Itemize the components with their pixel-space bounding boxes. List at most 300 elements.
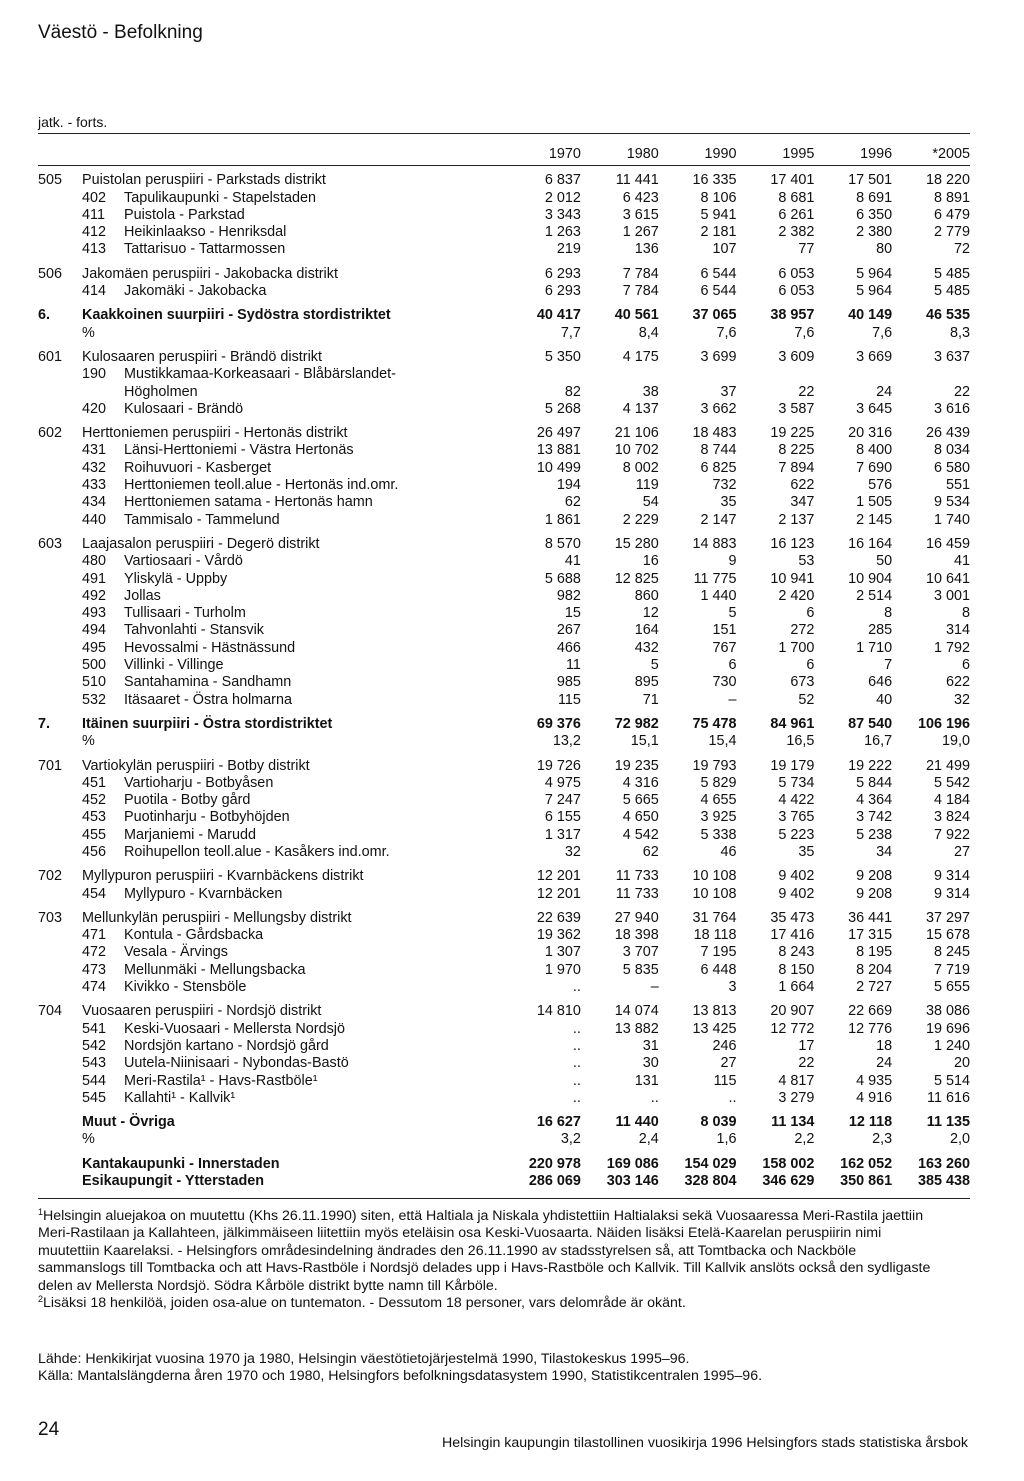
cell-value: 2,4 xyxy=(638,1131,659,1148)
row-code xyxy=(38,325,82,342)
cell-value: 5 655 xyxy=(933,979,970,996)
table-row xyxy=(38,224,970,241)
cell-value: 6 xyxy=(806,605,815,622)
cell-value: 3 699 xyxy=(700,348,737,365)
cell-value xyxy=(737,366,815,383)
row-name-text: Högholmen xyxy=(124,383,198,400)
row-name xyxy=(82,944,503,961)
table-row xyxy=(38,300,970,324)
row-name: % xyxy=(82,733,95,750)
row-code: 704 xyxy=(38,1003,63,1020)
row-name xyxy=(82,844,503,861)
row-code: 506 xyxy=(38,265,63,282)
row-code xyxy=(38,640,82,657)
row-name: Kulosaaren peruspiiri - Brändö distrikt xyxy=(82,348,322,365)
row-code: 544 xyxy=(82,1072,107,1089)
cell-value: 12 772 xyxy=(770,1020,815,1037)
cell-value: 11 440 xyxy=(615,1114,659,1131)
cell-value: 162 052 xyxy=(840,1155,893,1172)
cell-value: 164 xyxy=(634,622,659,639)
cell-value: 12 201 xyxy=(536,885,581,902)
column-header: 1970 xyxy=(548,146,581,162)
cell-value: 20 316 xyxy=(848,425,893,442)
row-code xyxy=(38,571,82,588)
row-code xyxy=(38,962,82,979)
cell-value: 3,2 xyxy=(560,1131,581,1148)
row-name-text: Puotinharju - Botbyhöjden xyxy=(124,809,290,826)
table-row xyxy=(38,418,970,442)
cell-value: 220 978 xyxy=(528,1155,581,1172)
row-code: 471 xyxy=(82,927,107,944)
table-row xyxy=(38,1073,970,1090)
table-row xyxy=(38,962,970,979)
row-name xyxy=(82,792,503,809)
cell-value: 1 792 xyxy=(933,639,970,656)
row-code xyxy=(38,657,82,674)
cell-value: 15 xyxy=(564,605,581,622)
cell-value: 7 xyxy=(884,657,893,674)
row-code xyxy=(38,1107,82,1131)
table-row xyxy=(38,844,970,861)
cell-value: 12 201 xyxy=(536,868,581,885)
cell-value: 7,6 xyxy=(872,324,893,341)
cell-value: 17 416 xyxy=(770,927,815,944)
cell-value: 107 xyxy=(712,241,737,258)
source-note xyxy=(38,1351,978,1386)
cell-value: 8 xyxy=(961,605,970,622)
table-row xyxy=(38,1021,970,1038)
table-row xyxy=(38,605,970,622)
cell-value xyxy=(581,366,659,383)
table-row xyxy=(38,512,970,529)
row-name-text: Roihupellon teoll.alue - Kasåkers ind.omr. xyxy=(124,843,390,860)
row-code: 602 xyxy=(38,425,63,442)
table-row xyxy=(38,477,970,494)
table-row xyxy=(38,674,970,691)
cell-value: 77 xyxy=(798,241,815,258)
row-code: 440 xyxy=(82,511,107,528)
cell-value: 18 483 xyxy=(692,425,737,442)
table-row xyxy=(38,588,970,605)
row-code: 433 xyxy=(82,477,107,494)
row-code xyxy=(38,366,82,383)
cell-value: 285 xyxy=(868,622,893,639)
cell-value: 22 xyxy=(798,1055,815,1072)
cell-value: 11 775 xyxy=(693,570,737,587)
cell-value: 50 xyxy=(876,553,893,570)
cell-value: 26 497 xyxy=(536,425,581,442)
cell-value: 11 134 xyxy=(771,1114,815,1131)
row-code: 532 xyxy=(82,691,107,708)
cell-value: 53 xyxy=(798,553,815,570)
row-name xyxy=(82,605,503,622)
cell-value: 13 813 xyxy=(692,1003,737,1020)
cell-value: 622 xyxy=(945,674,970,691)
cell-value: 8,4 xyxy=(638,324,659,341)
cell-value: 622 xyxy=(790,477,815,494)
table-row xyxy=(38,172,970,189)
cell-value: 2 420 xyxy=(778,587,815,604)
cell-value: 17 315 xyxy=(848,927,893,944)
row-name xyxy=(82,657,503,674)
table-row xyxy=(38,283,970,300)
table-row xyxy=(38,553,970,570)
cell-value: 106 196 xyxy=(917,715,970,732)
row-code: 491 xyxy=(82,570,107,587)
cell-value: 219 xyxy=(556,241,581,258)
cell-value: 5 941 xyxy=(700,206,737,223)
cell-value: 8 150 xyxy=(778,961,815,978)
cell-value: 6 350 xyxy=(856,206,893,223)
cell-value: 7,6 xyxy=(794,324,815,341)
cell-value: 8 570 xyxy=(544,535,581,552)
row-name-text: Myllypuro - Kvarnbäcken xyxy=(124,885,283,902)
cell-value: 6 155 xyxy=(544,809,581,826)
cell-value: 19,0 xyxy=(941,733,970,750)
cell-value: 7,6 xyxy=(716,324,737,341)
row-code xyxy=(38,809,82,826)
row-code xyxy=(38,512,82,529)
cell-value: .. xyxy=(572,1072,581,1089)
cell-value: 8 195 xyxy=(856,944,893,961)
cell-value: 1 267 xyxy=(622,224,659,241)
row-name-text: Jakomäki - Jakobacka xyxy=(124,283,267,300)
table-row xyxy=(38,927,970,944)
row-name xyxy=(82,442,503,459)
cell-value: 72 982 xyxy=(614,715,659,732)
cell-value: 26 439 xyxy=(925,425,970,442)
cell-value: 62 xyxy=(642,843,659,860)
row-name xyxy=(82,384,503,401)
cell-value: .. xyxy=(572,1037,581,1054)
cell-value: 7 894 xyxy=(778,459,815,476)
row-code xyxy=(38,792,82,809)
cell-value: 24 xyxy=(876,383,893,400)
row-code xyxy=(38,241,82,258)
cell-value: 2 382 xyxy=(778,224,815,241)
row-code xyxy=(38,1131,82,1148)
cell-value: 14 810 xyxy=(536,1003,581,1020)
cell-value: 1 710 xyxy=(856,639,893,656)
table-row xyxy=(38,190,970,207)
row-name-text: Kontula - Gårdsbacka xyxy=(124,927,264,944)
cell-value: 6 293 xyxy=(544,265,581,282)
row-code: 493 xyxy=(82,605,107,622)
footnote-mark: 2 xyxy=(38,1294,44,1305)
cell-value: 5 223 xyxy=(778,826,815,843)
cell-value: 12 118 xyxy=(848,1114,893,1131)
cell-value: 6 423 xyxy=(622,189,659,206)
cell-value: 11 135 xyxy=(926,1114,970,1131)
column-header: 1995 xyxy=(782,146,815,162)
cell-value: 2,0 xyxy=(949,1131,970,1148)
row-name-text: Mellunmäki - Mellungsbacka xyxy=(124,961,306,978)
row-code: 434 xyxy=(82,494,107,511)
page-number: 24 xyxy=(38,1419,60,1440)
cell-value: 10 641 xyxy=(925,570,970,587)
cell-value: 3 645 xyxy=(856,400,893,417)
cell-value: 16 xyxy=(642,553,659,570)
table-row xyxy=(38,1090,970,1107)
row-name xyxy=(82,460,503,477)
cell-value: 432 xyxy=(634,639,659,656)
row-code xyxy=(38,553,82,570)
cell-value: 730 xyxy=(712,674,737,691)
cell-value: 31 xyxy=(642,1037,659,1054)
cell-value: 314 xyxy=(945,622,970,639)
row-name xyxy=(82,401,503,418)
row-code: 542 xyxy=(82,1037,107,1054)
row-name: % xyxy=(82,324,95,341)
cell-value: 5 338 xyxy=(700,826,737,843)
row-name-text: Nordsjön kartano - Nordsjö gård xyxy=(124,1037,329,1054)
cell-value: 131 xyxy=(634,1072,659,1089)
cell-value: .. xyxy=(728,1089,737,1106)
top-rule xyxy=(38,133,970,134)
continued-label: jatk. - forts. xyxy=(38,114,108,130)
row-code xyxy=(38,844,82,861)
header-rule xyxy=(38,165,970,166)
cell-value: 267 xyxy=(556,622,581,639)
row-code: 474 xyxy=(82,979,107,996)
cell-value: – xyxy=(728,691,737,708)
row-code xyxy=(38,401,82,418)
row-code: 453 xyxy=(82,809,107,826)
row-code: 452 xyxy=(82,792,107,809)
table-row xyxy=(38,366,970,383)
row-name-text: Tattarisuo - Tattarmossen xyxy=(124,241,286,258)
row-name-text: Keski-Vuosaari - Mellersta Nordsjö xyxy=(124,1020,345,1037)
cell-value xyxy=(659,366,737,383)
cell-value: 8 891 xyxy=(933,189,970,206)
cell-value: 15,4 xyxy=(708,733,737,750)
footnote-text: Lisäksi 18 henkilöä, joiden osa-alue on tuntematon. - Dessutom 18 personer, vars delområde är okänt. xyxy=(43,1295,686,1312)
cell-value: 13 881 xyxy=(536,442,581,459)
row-name: Mellunkylän peruspiiri - Mellungsby distrikt xyxy=(82,909,352,926)
cell-value: 7 784 xyxy=(622,283,659,300)
cell-value: 767 xyxy=(712,639,737,656)
row-name-text: Kallahti¹ - Kallvik¹ xyxy=(124,1089,236,1106)
cell-value: 15 678 xyxy=(925,927,970,944)
column-header: *2005 xyxy=(932,146,970,162)
cell-value: 82 xyxy=(564,383,581,400)
cell-value: 37 xyxy=(720,383,737,400)
cell-value: 11 733 xyxy=(615,868,659,885)
row-code xyxy=(38,944,82,961)
cell-value: 10 108 xyxy=(692,868,737,885)
table-row xyxy=(38,809,970,826)
cell-value: 9 534 xyxy=(933,494,970,511)
cell-value: 3 xyxy=(728,979,737,996)
cell-value: 37 065 xyxy=(692,307,737,324)
cell-value: 8 002 xyxy=(622,459,659,476)
cell-value: 18 398 xyxy=(614,927,659,944)
cell-value: 6 544 xyxy=(700,265,737,282)
row-name-text: Tullisaari - Turholm xyxy=(124,605,246,622)
table-row xyxy=(38,460,970,477)
row-name xyxy=(82,241,503,258)
source-sv: Källa: Mantalslängderna åren 1970 och 1980, Helsingfors befolkningsdatasystem 1990, Statistikcentralen 1995–96. xyxy=(38,1368,763,1385)
cell-value: .. xyxy=(572,979,581,996)
table-row xyxy=(38,733,970,750)
cell-value: 163 260 xyxy=(917,1155,970,1172)
row-name: Herttoniemen peruspiiri - Hertonäs distrikt xyxy=(82,425,348,442)
cell-value: 3 669 xyxy=(856,348,893,365)
cell-value: 35 xyxy=(720,494,737,511)
cell-value: 6 261 xyxy=(778,206,815,223)
cell-value: 14 883 xyxy=(692,535,737,552)
row-code: 454 xyxy=(82,885,107,902)
cell-value: 7 690 xyxy=(856,459,893,476)
row-name-text: Marjaniemi - Marudd xyxy=(124,826,256,843)
row-code xyxy=(38,927,82,944)
cell-value: 4 655 xyxy=(700,792,737,809)
cell-value: 10 941 xyxy=(770,570,815,587)
row-name xyxy=(82,224,503,241)
row-name xyxy=(82,1090,503,1107)
row-name-text: Kivikko - Stensböle xyxy=(124,979,247,996)
cell-value: 19 225 xyxy=(770,425,815,442)
cell-value: 5 835 xyxy=(622,961,659,978)
cell-value: 5 964 xyxy=(856,265,893,282)
row-code: 451 xyxy=(82,774,107,791)
cell-value: 466 xyxy=(556,639,581,656)
row-code xyxy=(38,1021,82,1038)
row-name xyxy=(82,366,503,383)
row-code: 473 xyxy=(82,961,107,978)
row-code xyxy=(38,692,82,709)
cell-value: 22 xyxy=(953,383,970,400)
cell-value: 2 779 xyxy=(933,224,970,241)
row-name xyxy=(82,494,503,511)
cell-value: 19 793 xyxy=(692,757,737,774)
cell-value: 27 xyxy=(720,1055,737,1072)
row-name xyxy=(82,962,503,979)
cell-value: 5 268 xyxy=(544,400,581,417)
cell-value: 2 181 xyxy=(700,224,737,241)
cell-value: 115 xyxy=(713,1072,737,1089)
column-header: 1990 xyxy=(704,146,737,162)
cell-value xyxy=(503,366,581,383)
table-row xyxy=(38,861,970,885)
cell-value: 19 222 xyxy=(848,757,893,774)
row-name-text: Tammisalo - Tammelund xyxy=(124,511,280,528)
cell-value: 2,3 xyxy=(872,1131,893,1148)
table-row xyxy=(38,827,970,844)
cell-value: 19 726 xyxy=(536,757,581,774)
footnote-2 xyxy=(38,1295,938,1312)
row-name-text: Herttoniemen satama - Hertonäs hamn xyxy=(124,494,373,511)
cell-value: 1 505 xyxy=(856,494,893,511)
cell-value: 350 861 xyxy=(840,1173,893,1190)
row-code: 545 xyxy=(82,1089,107,1106)
cell-value: 8 225 xyxy=(778,442,815,459)
cell-value: 10 702 xyxy=(614,442,659,459)
table-row xyxy=(38,401,970,418)
row-code xyxy=(38,827,82,844)
cell-value: 6 xyxy=(806,657,815,674)
cell-value: 8 034 xyxy=(933,442,970,459)
row-code xyxy=(38,283,82,300)
row-code: 432 xyxy=(82,459,107,476)
row-name-text: Hevossalmi - Hästnässund xyxy=(124,639,296,656)
row-code xyxy=(38,588,82,605)
cell-value: 5 542 xyxy=(933,774,970,791)
cell-value: 16 627 xyxy=(536,1114,581,1131)
cell-value: 8 xyxy=(884,605,893,622)
row-name: Puistolan peruspiiri - Parkstads distrikt xyxy=(82,172,326,189)
cell-value: – xyxy=(650,979,659,996)
cell-value: 6 xyxy=(728,657,737,674)
row-name xyxy=(82,775,503,792)
cell-value: 36 441 xyxy=(848,909,893,926)
bottom-rule xyxy=(38,1198,970,1199)
cell-value: 6 544 xyxy=(700,283,737,300)
table-row xyxy=(38,792,970,809)
cell-value: 72 xyxy=(953,241,970,258)
row-code xyxy=(38,442,82,459)
row-code: 190 xyxy=(82,366,107,383)
cell-value: 169 086 xyxy=(606,1155,659,1172)
row-code: 701 xyxy=(38,757,63,774)
row-name: Myllypuron peruspiiri - Kvarnbäckens distrikt xyxy=(82,868,364,885)
table-row xyxy=(38,1131,970,1148)
cell-value: 2 137 xyxy=(778,511,815,528)
cell-value: 19 179 xyxy=(770,757,815,774)
row-code xyxy=(38,460,82,477)
cell-value: 16,7 xyxy=(864,733,893,750)
cell-value: 7 784 xyxy=(622,265,659,282)
cell-value: 119 xyxy=(635,477,659,494)
row-code xyxy=(38,622,82,639)
cell-value: 41 xyxy=(953,553,970,570)
footnote-1 xyxy=(38,1208,938,1295)
table-row xyxy=(38,259,970,283)
row-code xyxy=(38,1173,82,1190)
cell-value: 982 xyxy=(556,587,581,604)
row-code: 541 xyxy=(82,1020,107,1037)
table-row xyxy=(38,996,970,1020)
footnote-mark: 1 xyxy=(38,1207,44,1217)
row-name-text: Puistola - Parkstad xyxy=(124,206,245,223)
cell-value: 194 xyxy=(556,477,581,494)
cell-value: 1,6 xyxy=(716,1131,737,1148)
cell-value: 5 485 xyxy=(933,283,970,300)
cell-value: 2 229 xyxy=(622,511,659,528)
row-code: 402 xyxy=(82,189,107,206)
cell-value: 7,7 xyxy=(560,324,581,341)
cell-value: 8 245 xyxy=(933,944,970,961)
row-code: 472 xyxy=(82,944,107,961)
cell-value: 246 xyxy=(712,1037,737,1054)
cell-value: 5 964 xyxy=(856,283,893,300)
cell-value: 1 664 xyxy=(778,979,815,996)
table-row xyxy=(38,1173,970,1190)
row-name-text: Vartiosaari - Vårdö xyxy=(124,553,243,570)
source-fi: Lähde: Henkikirjat vuosina 1970 ja 1980, Helsingin väestötietojärjestelmä 1990, Tilastokeskus 1995–96. xyxy=(38,1351,690,1367)
cell-value: 31 764 xyxy=(692,909,737,926)
cell-value: 5 xyxy=(728,605,737,622)
cell-value: 576 xyxy=(868,477,893,494)
row-code: 603 xyxy=(38,535,63,552)
row-name-text: Heikinlaakso - Henriksdal xyxy=(124,224,287,241)
row-name-text: Tahvonlahti - Stansvik xyxy=(124,622,264,639)
cell-value: 3 343 xyxy=(544,206,581,223)
row-name-text: Tapulikaupunki - Stapelstaden xyxy=(124,189,317,206)
cell-value: 286 069 xyxy=(528,1173,581,1190)
cell-value: 151 xyxy=(712,622,737,639)
row-name: Jakomäen peruspiiri - Jakobacka distrikt xyxy=(82,265,338,282)
